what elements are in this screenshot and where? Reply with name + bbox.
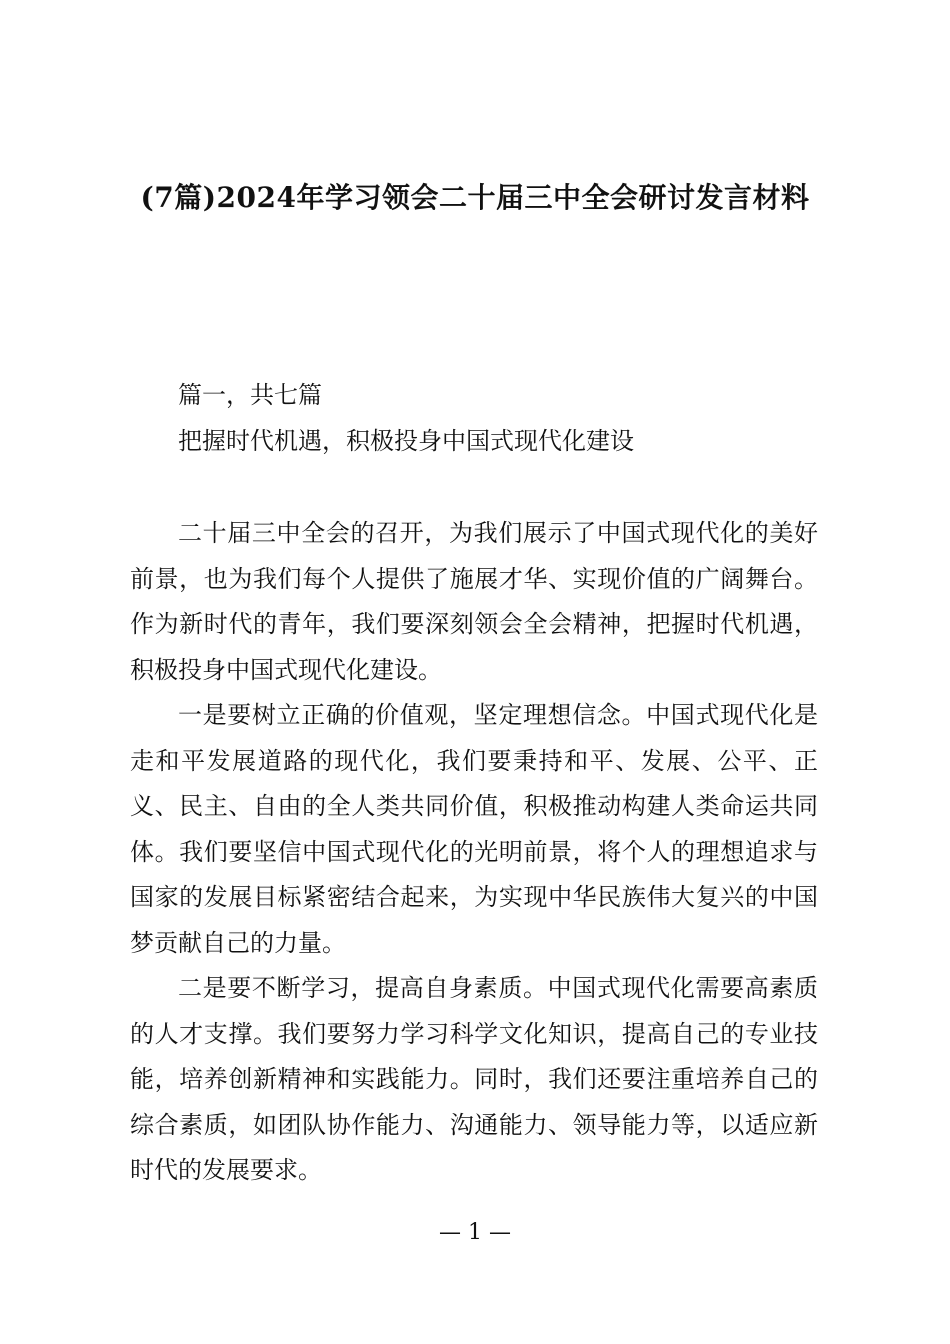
series-label: 篇一，共七篇 bbox=[178, 381, 322, 409]
article-subtitle: 把握时代机遇，积极投身中国式现代化建设 bbox=[178, 427, 634, 455]
paragraph-intro: 二十届三中全会的召开，为我们展示了中国式现代化的美好前景，也为我们每个人提供了施展才华、实现价值的广阔舞台。作为新时代的青年，我们要深刻领会全会精神，把握时代机遇，积极投身中国式现代化建设。 bbox=[130, 519, 818, 684]
document-title: (7篇)2024年学习领会二十届三中全会研讨发言材料 bbox=[140, 181, 810, 214]
paragraph-point-one: 一是要树立正确的价值观，坚定理想信念。中国式现代化是走和平发展道路的现代化，我们要秉持和平、发展、公平、正义、民主、自由的全人类共同价值，积极推动构建人类命运共同体。我们要坚信中国式现代化的光明前景，将个人的理想追求与国家的发展目标紧密结合起来，为实现中华民族伟大复兴的中国梦贡献自己的力量。 bbox=[130, 701, 818, 957]
article-body bbox=[130, 511, 818, 1194]
paragraph-point-two: 二是要不断学习，提高自身素质。中国式现代化需要高素质的人才支撑。我们要努力学习科学文化知识，提高自己的专业技能，培养创新精神和实践能力。同时，我们还要注重培养自己的综合素质，如团队协作能力、沟通能力、领导能力等，以适应新时代的发展要求。 bbox=[130, 974, 818, 1184]
page-number: — 1 — bbox=[439, 1220, 511, 1245]
